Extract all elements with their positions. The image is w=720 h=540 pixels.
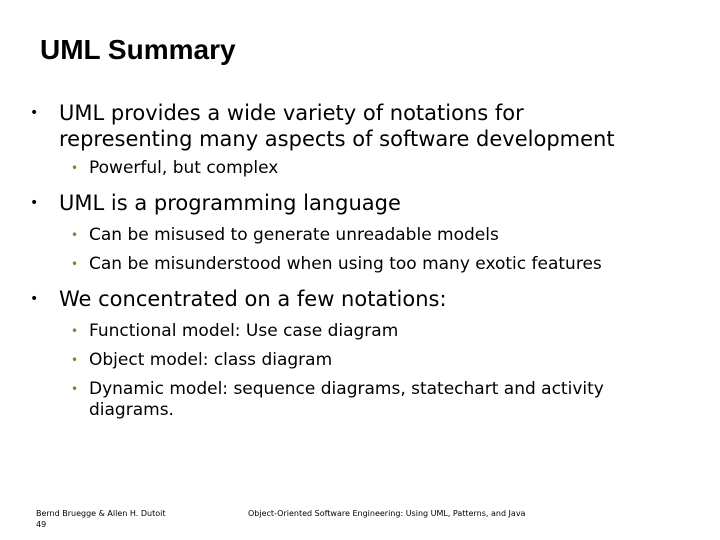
- subbullet-item: [30, 379, 619, 421]
- bullet-item: [30, 100, 619, 152]
- subbullet-text: Object model: class diagram: [89, 350, 333, 370]
- footer-authors-text: Bernd Bruegge & Allen H. Dutoit: [36, 509, 166, 518]
- subbullet-marker: •: [71, 324, 79, 338]
- subbullet-item: [30, 225, 690, 246]
- subbullet-marker: •: [71, 257, 79, 271]
- subbullet-marker: •: [71, 228, 79, 242]
- page-number: 49: [36, 520, 47, 529]
- subbullet-item: [30, 350, 690, 371]
- bullet-text: UML provides a wide variety of notations for representing many aspects of software development: [59, 101, 615, 151]
- subbullet-text: Can be misunderstood when using too many exotic features: [89, 254, 602, 274]
- footer-book-title: Object-Oriented Software Engineering: Using UML, Patterns, and Java: [248, 509, 526, 518]
- subbullet-text: Can be misused to generate unreadable models: [89, 225, 499, 245]
- subbullet-item: [30, 321, 690, 342]
- subbullet-text: Functional model: Use case diagram: [89, 321, 399, 341]
- bullet-item: [30, 286, 690, 312]
- subbullet-item: [30, 158, 690, 179]
- bullet-marker: •: [30, 291, 39, 307]
- subbullet-text: Dynamic model: sequence diagrams, statechart and activity diagrams.: [89, 379, 604, 420]
- footer-authors: [36, 508, 165, 530]
- subbullet-marker: •: [71, 353, 79, 367]
- bullet-marker: •: [30, 105, 39, 121]
- subbullet-item: [30, 254, 609, 275]
- bullet-item: [30, 190, 690, 216]
- bullet-list: [30, 100, 690, 421]
- subbullet-marker: •: [71, 382, 79, 396]
- slide-title: UML Summary: [40, 34, 236, 65]
- subbullet-text: Powerful, but complex: [89, 158, 279, 178]
- subbullet-marker: •: [71, 161, 79, 175]
- bullet-text: We concentrated on a few notations:: [59, 287, 447, 311]
- bullet-marker: •: [30, 195, 39, 211]
- bullet-text: UML is a programming language: [59, 191, 401, 215]
